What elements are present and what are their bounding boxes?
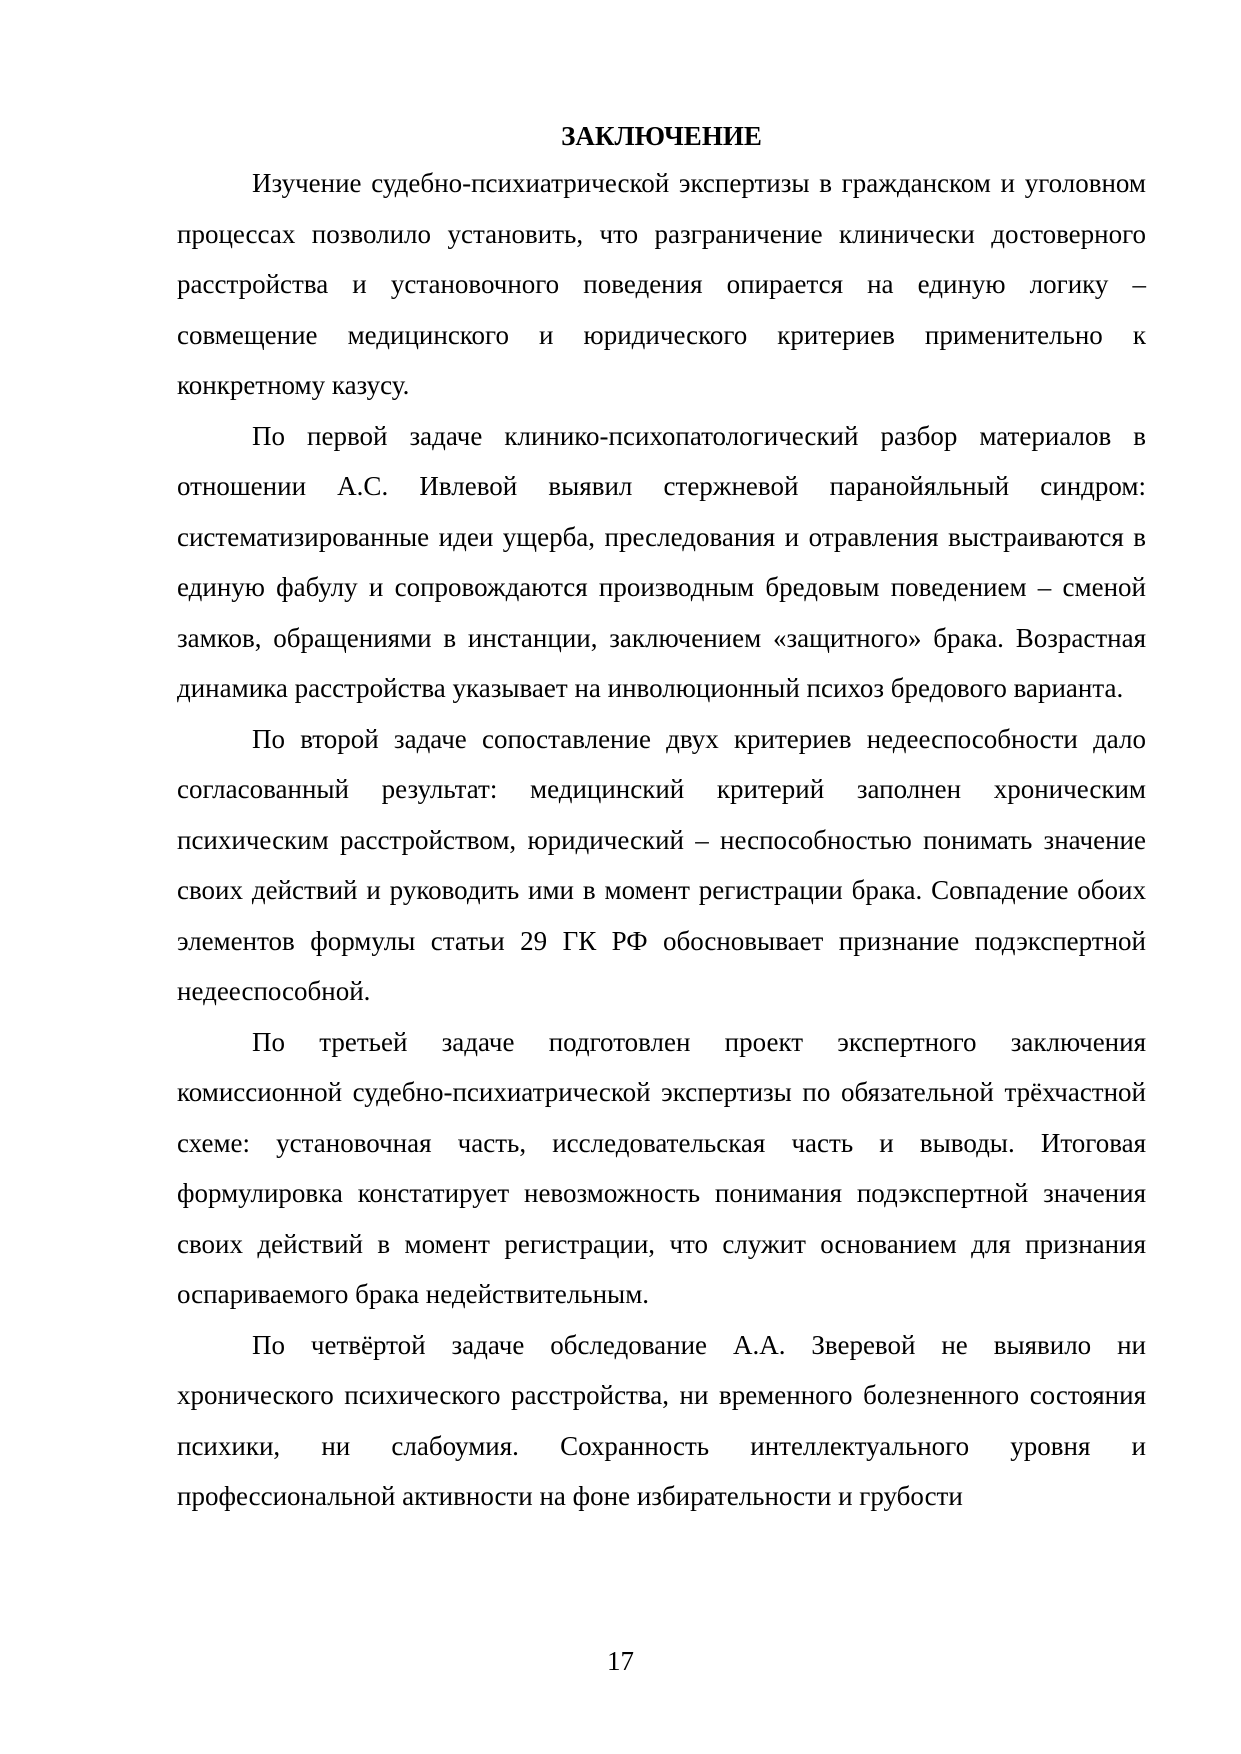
paragraph-task-3: По третьей задаче подготовлен проект экспертного заключения комиссионной судебно-психиатрической экспертизы по обязательной трёхчастной схеме: установочная часть, исследовательская часть и выводы. Итоговая формулировка констатирует невозможность понимания подэкспертной значения своих действий в момент регистрации, что служит основанием для признания оспариваемого брака недействительным.: [177, 1026, 1146, 1309]
section-heading: ЗАКЛЮЧЕНИЕ: [561, 121, 762, 151]
paragraph-task-4: По четвёртой задаче обследование А.А. Зверевой не выявило ни хронического психического расстройства, ни временного болезненного состояния психики, ни слабоумия. Сохранность интеллектуального уровня и профессиональной активности на фоне избирательности и грубости: [177, 1329, 1146, 1511]
page-content: [177, 118, 1146, 1522]
paragraph-task-2: По второй задаче сопоставление двух критериев недееспособности дало согласованный результат: медицинский критерий заполнен хроническим психическим расстройством, юридический – неспособностью понимать значение своих действий и руководить ими в момент регистрации брака. Совпадение обоих элементов формулы статьи 29 ГК РФ обосновывает признание подэкспертной недееспособной.: [177, 723, 1146, 1006]
page-number: 17: [607, 1646, 634, 1676]
paragraph-task-1: По первой задаче клинико-психопатологический разбор материалов в отношении А.С. Ивлевой выявил стержневой паранойяльный синдром: систематизированные идеи ущерба, преследования и отравления выстраиваются в единую фабулу и сопровождаются производным бредовым поведением – сменой замков, обращениями в инстанции, заключением «защитного» брака. Возрастная динамика расстройства указывает на инволюционный психоз бредового варианта.: [177, 420, 1146, 703]
paragraph-intro: Изучение судебно-психиатрической экспертизы в гражданском и уголовном процессах позволило установить, что разграничение клинически достоверного расстройства и установочного поведения опирается на единую логику – совмещение медицинского и юридического критериев применительно к конкретному казусу.: [177, 168, 1146, 400]
